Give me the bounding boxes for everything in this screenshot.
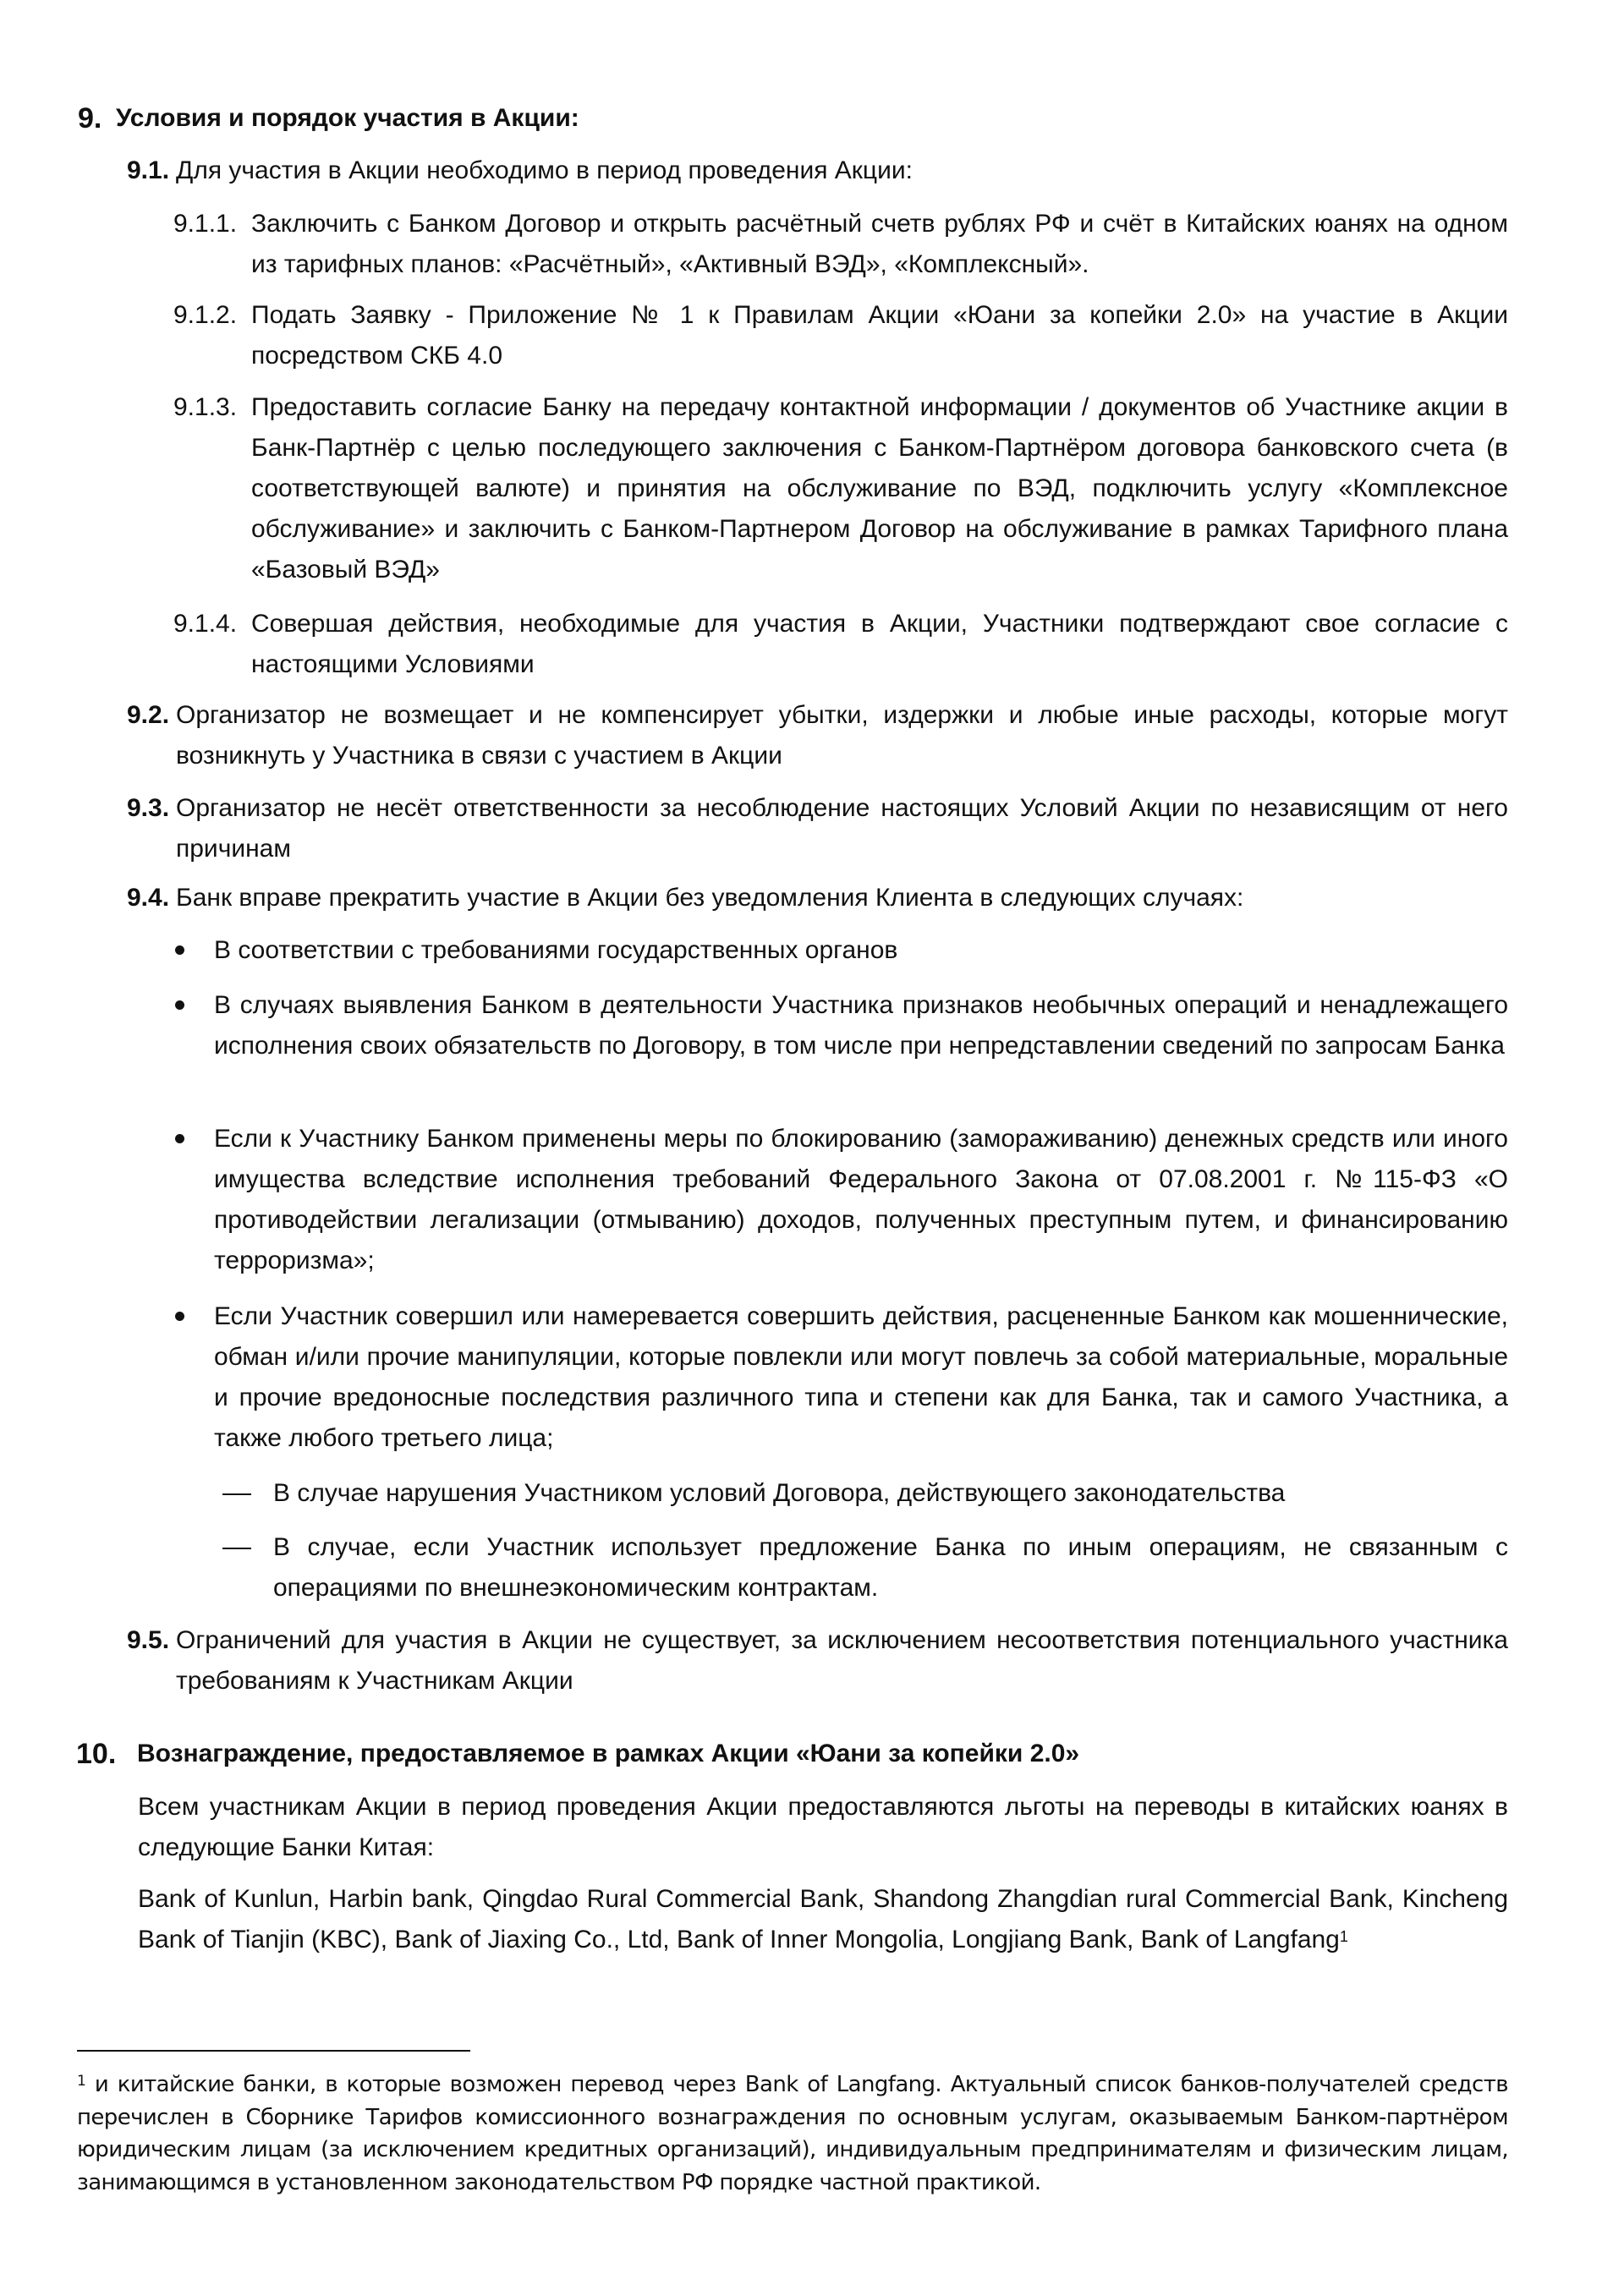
section-9-number: 9. <box>78 102 102 134</box>
item-9-1-1-number: 9.1.1. <box>173 210 238 238</box>
item-9-4-text: Банк вправе прекратить участие в Акции без уведомления Клиента в следующих случаях: <box>176 884 1244 912</box>
item-9-2-text: Организатор не возмещает и не компенсирует убытки, издержки и любые иные расходы, которые могут возникнуть у Участника в связи с участием в Акции <box>176 701 1508 770</box>
bullet-icon <box>175 945 184 955</box>
item-9-2-number: 9.2. <box>127 701 170 729</box>
section-10-bank-list <box>138 1879 1508 1960</box>
item-9-5-number: 9.5. <box>127 1626 170 1654</box>
footnote-separator <box>77 2050 470 2052</box>
item-9-1-4-number: 9.1.4. <box>173 610 238 638</box>
item-9-1-1-text: Заключить с Банком Договор и открыть расчётный счетв рублях РФ и счёт в Китайских юанях на одном из тарифных планов: «Расчётный», «Активный ВЭД», «Комплексный». <box>251 210 1508 278</box>
bullet-item-3: Если к Участнику Банком применены меры по блокированию (замораживанию) денежных средств или иного имущества вследствие исполнения требований Федерального Закона от 07.08.2001 г. №115-ФЗ «О противодействии легализации (отмыванию) доходов, полученных преступным путем, и финансированию терроризма»; <box>214 1125 1508 1274</box>
item-9-5-text: Ограничений для участия в Акции не существует, за исключением несоответствия потенциального участника требованиям к Участникам Акции <box>176 1626 1508 1695</box>
bullet-item-4: Если Участник совершил или намеревается совершить действия, расцененные Банком как мошеннические, обман и/или прочие манипуляции, которые повлекли или могут повлечь за собой материальные, моральные и прочие вредоносные последствия различного типа и степени как для Банка, так и самого Участника, а также любого третьего лица; <box>214 1302 1508 1452</box>
bank-list-text: Bank of Kunlun, Harbin bank, Qingdao Rural Commercial Bank, Shandong Zhangdian rural Commercial Bank, Kincheng Bank of Tianjin (KBC), Bank of Jiaxing Co., Ltd, Bank of Inner Mongolia, Longjiang Bank, Bank of Langfang <box>138 1885 1508 1954</box>
item-9-3-text: Организатор не несёт ответственности за несоблюдение настоящих Условий Акции по независящим от него причинам <box>176 794 1508 863</box>
footnote-reference[interactable]: 1 <box>1339 1928 1348 1945</box>
item-9-1-number: 9.1. <box>127 156 170 184</box>
item-9-4-number: 9.4. <box>127 884 170 912</box>
section-10-number: 10. <box>76 1738 117 1770</box>
section-10-title: Вознаграждение, предоставляемое в рамках Акции «Юани за копейки 2.0» <box>137 1740 1080 1767</box>
item-9-1-3-text: Предоставить согласие Банку на передачу контактной информации / документов об Участнике акции в Банк-Партнёр с целью последующего заключения с Банком-Партнёром договора банковского счета (в соответствующей валюте) и принятия на обслуживание по ВЭД, подключить услугу «Комплексное обслуживание» и заключить с Банком-Партнером Договор на обслуживание в рамках Тарифного плана «Базовый ВЭД» <box>251 393 1508 584</box>
bullet-item-1: В соответствии с требованиями государственных органов <box>214 936 898 964</box>
item-9-3-number: 9.3. <box>127 794 170 822</box>
item-9-1-2-number: 9.1.2. <box>173 301 238 329</box>
footnote-text: и китайские банки, в которые возможен перевод через Bank of Langfang. Актуальный список банков-получателей средств перечислен в Сборнике Тарифов комиссионного вознаграждения по основным услугам, оказываемым Банком-партнёром юридическим лицам (за исключением кредитных организаций), индивидуальным предпринимателям и физическим лицам, занимающимся в установленном законодательством РФ порядке частной практикой. <box>77 2072 1508 2195</box>
bullet-icon <box>175 1134 184 1143</box>
item-9-1-4-text: Совершая действия, необходимые для участия в Акции, Участники подтверждают свое согласие с настоящими Условиями <box>251 610 1508 678</box>
section-9-title: Условия и порядок участия в Акции: <box>116 104 579 132</box>
bullet-item-2: В случаях выявления Банком в деятельности Участника признаков необычных операций и ненадлежащего исполнения своих обязательств по Договору, в том числе при непредставлении сведений по запросам Банка <box>214 991 1508 1060</box>
item-9-1-text: Для участия в Акции необходимо в период проведения Акции: <box>176 156 913 184</box>
section-10-intro: Всем участникам Акции в период проведения Акции предоставляются льготы на переводы в китайских юанях в следующие Банки Китая: <box>138 1793 1508 1861</box>
footnote <box>77 2069 1508 2199</box>
bullet-icon <box>175 1000 184 1010</box>
dash-item-1: В случае нарушения Участником условий Договора, действующего законодательства <box>273 1479 1286 1507</box>
dash-icon <box>222 1548 251 1549</box>
dash-icon <box>222 1493 251 1495</box>
dash-item-2: В случае, если Участник использует предложение Банка по иным операциям, не связанным с операциями по внешнеэкономическим контрактам. <box>273 1533 1508 1602</box>
item-9-1-3-number: 9.1.3. <box>173 393 238 421</box>
footnote-marker: 1 <box>77 2073 86 2090</box>
bullet-icon <box>175 1312 184 1321</box>
item-9-1-2-text: Подать Заявку - Приложение № 1 к Правилам Акции «Юани за копейки 2.0» на участие в Акции посредством СКБ 4.0 <box>251 301 1508 370</box>
